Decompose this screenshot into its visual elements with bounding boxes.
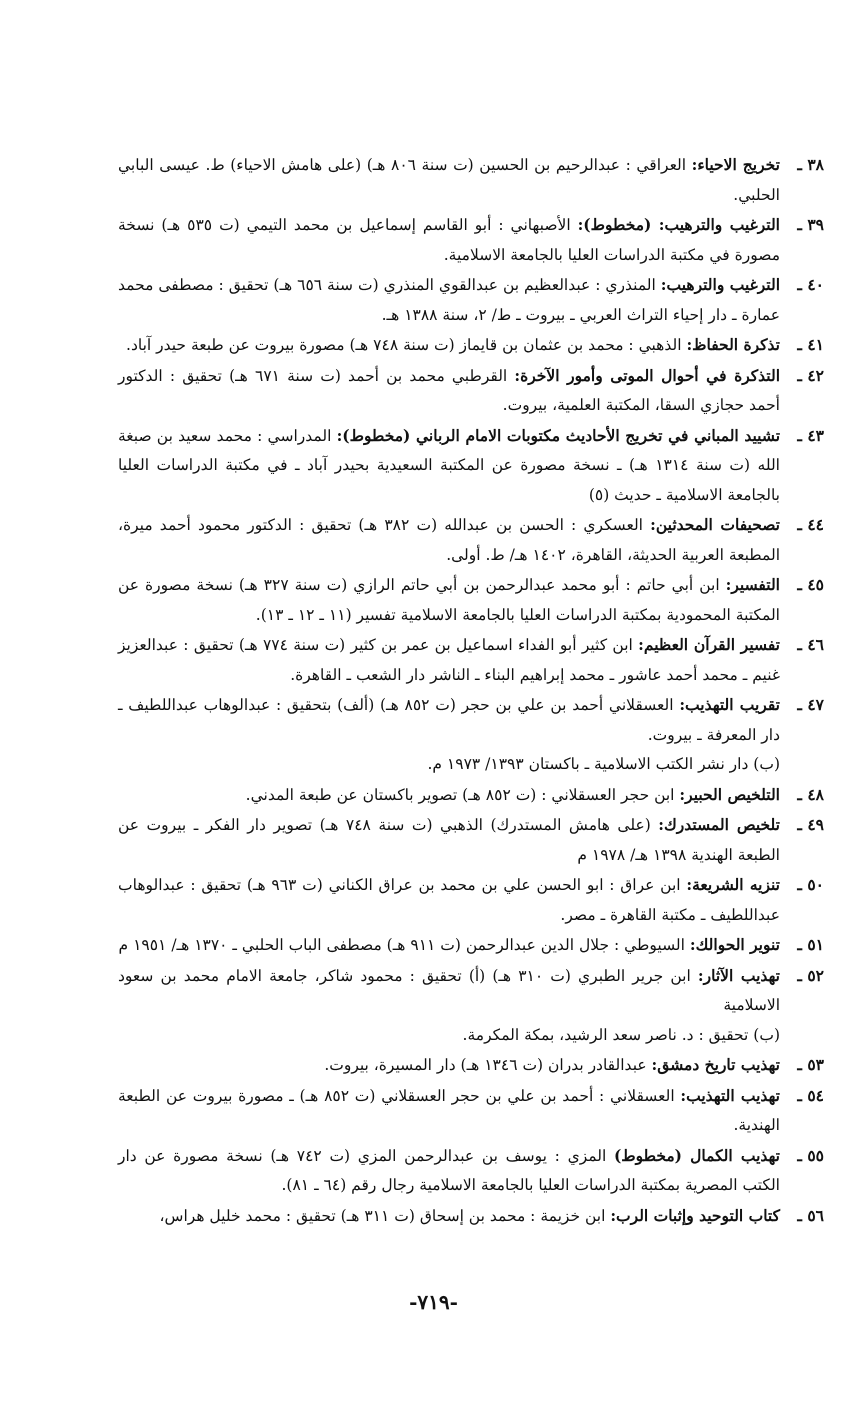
bibliography-entry bbox=[118, 421, 824, 511]
entry-number: ٤٢ ـ bbox=[797, 365, 824, 385]
entry-text: ابن جرير الطبري (ت ٣١٠ هـ) (أ) تحقيق : محمود شاكر، جامعة الامام محمد بن سعود الاسلامية bbox=[118, 966, 780, 1014]
entry-title: تهذيب الآثار: bbox=[697, 965, 780, 985]
entry-number: ٥٤ ـ bbox=[797, 1085, 824, 1105]
entry-subitem: (ب) تحقيق : د. ناصر سعد الرشيد، بمكة المكرمة. bbox=[462, 1025, 780, 1044]
entry-body bbox=[118, 810, 780, 870]
entry-number: ٤٦ ـ bbox=[797, 635, 824, 654]
entry-body bbox=[118, 1081, 780, 1141]
entry-number: ٤٩ ـ bbox=[797, 815, 824, 834]
entry-title: تنزيه الشريعة: bbox=[686, 875, 780, 894]
bibliography-entry bbox=[118, 570, 824, 630]
entry-text: القرطبي محمد بن أحمد (ت سنة ٦٧١ هـ) تحقيق : الدكتور أحمد حجازي السقا، المكتبة العلمية، بيروت. bbox=[118, 366, 780, 414]
bibliography-entry bbox=[118, 780, 824, 811]
bibliography-entry bbox=[118, 630, 824, 690]
bibliography-entry bbox=[118, 510, 824, 570]
entry-text: العسكري : الحسن بن عبدالله (ت ٣٨٢ هـ) تحقيق : الدكتور محمود أحمد ميرة، المطبعة العربية الحديثة، القاهرة، ١٤٠٢ هـ/ ط. أولى. bbox=[118, 516, 780, 564]
entry-text: الأصبهاني : أبو القاسم إسماعيل بن محمد التيمي (ت ٥٣٥ هـ) نسخة مصورة في مكتبة الدراسات العليا بالجامعة الاسلامية. bbox=[118, 216, 780, 264]
entry-text: (على هامش المستدرك) الذهبي (ت سنة ٧٤٨ هـ) تصوير دار الفكر ـ بيروت عن الطبعة الهندية ١٣٩٨ هـ/ ١٩٧٨ م bbox=[118, 816, 780, 864]
entry-subitem: (ب) دار نشر الكتب الاسلامية ـ باكستان ١٣٩٣/ ١٩٧٣ م. bbox=[427, 755, 780, 773]
bibliography-entry bbox=[118, 1141, 824, 1201]
entry-number: ٥٣ ـ bbox=[797, 1055, 824, 1074]
entry-body bbox=[118, 361, 780, 421]
entry-number: ٤٤ ـ bbox=[797, 515, 824, 534]
bibliography-entry bbox=[118, 930, 824, 961]
entry-text: المدراسي : محمد سعيد بن صبغة الله (ت سنة ١٣١٤ هـ) ـ نسخة مصورة عن المكتبة السعيدية بحيدر آباد ـ في مكتبة الدراسات العليا بالجامعة الاسلامية ـ حديث (٥) bbox=[118, 426, 780, 504]
entry-title: الترغيب والترهيب: (مخطوط): bbox=[577, 215, 780, 234]
entry-text: السيوطي : جلال الدين عبدالرحمن (ت ٩١١ هـ) مصطفى الباب الحلبي ـ ١٣٧٠ هـ/ ١٩٥١ م bbox=[118, 936, 690, 954]
entry-number: ٥٥ ـ bbox=[797, 1145, 824, 1165]
page-number: -٧١٩- bbox=[409, 1290, 458, 1314]
entry-body bbox=[118, 961, 780, 1051]
entry-text: عبدالقادر بدران (ت ١٣٤٦ هـ) دار المسيرة، بيروت. bbox=[324, 1056, 652, 1074]
entry-number: ٤٧ ـ bbox=[797, 695, 824, 714]
entry-body bbox=[118, 421, 780, 511]
bibliography-entry bbox=[118, 150, 824, 210]
entry-text: ابن أبي حاتم : أبو محمد عبدالرحمن بن أبي حاتم الرازي (ت سنة ٣٢٧ هـ) نسخة مصورة عن المكتبة المحمودية بمكتبة الدراسات العليا بالجامعة الاسلامية تفسير (١١ ـ ١٢ ـ ١٣). bbox=[118, 576, 780, 624]
bibliography-entry bbox=[118, 361, 824, 421]
entry-title: تذكرة الحفاظ: bbox=[686, 335, 780, 354]
entry-body bbox=[118, 780, 780, 811]
bibliography-entry bbox=[118, 1081, 824, 1141]
entry-body bbox=[118, 690, 780, 780]
entry-number: ٤٥ ـ bbox=[797, 575, 824, 594]
bibliography-entry bbox=[118, 870, 824, 930]
entry-number: ٤٣ ـ bbox=[797, 425, 824, 445]
bibliography-list bbox=[118, 150, 824, 1231]
entry-title: تهذيب الكمال (مخطوط) bbox=[613, 1145, 780, 1165]
entry-body bbox=[118, 510, 780, 570]
entry-title: تخريج الاحياء: bbox=[691, 155, 780, 174]
bibliography-entry bbox=[118, 1050, 824, 1081]
entry-body bbox=[118, 210, 780, 270]
entry-body bbox=[118, 570, 780, 630]
entry-number: ٣٩ ـ bbox=[797, 215, 824, 234]
entry-body bbox=[118, 150, 780, 210]
entry-text: المنذري : عبدالعظيم بن عبدالقوي المنذري (ت سنة ٦٥٦ هـ) تحقيق : مصطفى محمد عمارة ـ دار إحياء التراث العربي ـ بيروت ـ ط/ ٢، سنة ١٣٨٨ هـ. bbox=[118, 276, 780, 324]
entry-title: التفسير: bbox=[725, 575, 780, 594]
entry-text: العسقلاني : أحمد بن علي بن حجر العسقلاني (ت ٨٥٢ هـ) ـ مصورة بيروت عن الطبعة الهندية. bbox=[118, 1086, 780, 1134]
entry-body bbox=[118, 930, 780, 961]
entry-text: ابن عراق : ابو الحسن علي بن محمد بن عراق الكناني (ت ٩٦٣ هـ) تحقيق : عبدالوهاب عبداللطيف ـ مكتبة القاهرة ـ مصر. bbox=[118, 876, 780, 924]
bibliography-entry bbox=[118, 690, 824, 780]
entry-title: تشييد المباني في تخريج الأحاديث مكتوبات الامام الرباني (مخطوط): bbox=[336, 425, 781, 445]
entry-text: ابن خزيمة : محمد بن إسحاق (ت ٣١١ هـ) تحقيق : محمد خليل هراس، bbox=[159, 1206, 611, 1225]
entry-title: تنوير الحوالك: bbox=[689, 935, 780, 954]
entry-title: تهذيب التهذيب: bbox=[680, 1085, 780, 1105]
entry-body bbox=[118, 1141, 780, 1201]
entry-title: تقريب التهذيب: bbox=[679, 695, 780, 714]
bibliography-entry bbox=[118, 210, 824, 270]
bibliography-entry bbox=[118, 961, 824, 1051]
entry-text: ابن كثير أبو الفداء اسماعيل بن عمر بن كثير (ت سنة ٧٧٤ هـ) تحقيق : عبدالعزيز غنيم ـ محمد أحمد عاشور ـ محمد إبراهيم البناء ـ الناشر دار الشعب ـ القاهرة. bbox=[118, 636, 780, 684]
entry-title: كتاب التوحيد وإثبات الرب: bbox=[610, 1205, 780, 1225]
entry-text: العسقلاني أحمد بن علي بن حجر (ت ٨٥٢ هـ) (ألف) بتحقيق : عبدالوهاب عبداللطيف ـ دار المعرفة ـ بيروت. bbox=[118, 696, 780, 744]
entry-body bbox=[118, 270, 780, 330]
entry-number: ٣٨ ـ bbox=[797, 155, 824, 174]
bibliography-entry bbox=[118, 330, 824, 361]
entry-number: ٥٠ ـ bbox=[797, 875, 824, 894]
entry-number: ٤٠ ـ bbox=[797, 275, 824, 294]
entry-body bbox=[118, 630, 780, 690]
entry-title: التلخيص الحبير: bbox=[679, 784, 780, 804]
bibliography-entry bbox=[118, 810, 824, 870]
entry-body bbox=[118, 1201, 780, 1232]
bibliography-entry bbox=[118, 1201, 824, 1232]
entry-number: ٥١ ـ bbox=[797, 935, 824, 954]
entry-title: الترغيب والترهيب: bbox=[660, 275, 780, 294]
entry-number: ٤٨ ـ bbox=[797, 784, 824, 804]
entry-text: المزي : يوسف بن عبدالرحمن المزي (ت ٧٤٢ هـ) نسخة مصورة عن دار الكتب المصرية بمكتبة الدراسات العليا بالجامعة الاسلامية رجال رقم (٦٤ ـ ٨١). bbox=[118, 1146, 780, 1194]
entry-title: تلخيص المستدرك: bbox=[658, 815, 780, 834]
bibliography-entry bbox=[118, 270, 824, 330]
entry-text: الذهبي : محمد بن عثمان بن قايماز (ت سنة ٧٤٨ هـ) مصورة بيروت عن طبعة حيدر آباد. bbox=[126, 336, 687, 354]
entry-number: ٥٢ ـ bbox=[797, 965, 824, 985]
entry-body bbox=[118, 330, 780, 361]
entry-text: العراقي : عبدالرحيم بن الحسين (ت سنة ٨٠٦ هـ) (على هامش الاحياء) ط. عيسى البابي الحلبي. bbox=[118, 156, 780, 204]
entry-body bbox=[118, 870, 780, 930]
entry-text: ابن حجر العسقلاني : (ت ٨٥٢ هـ) تصوير باكستان عن طبعة المدني. bbox=[245, 785, 680, 804]
entry-number: ٥٦ ـ bbox=[797, 1205, 824, 1225]
entry-body bbox=[118, 1050, 780, 1081]
entry-number: ٤١ ـ bbox=[797, 335, 824, 354]
entry-title: التذكرة في أحوال الموتى وأمور الآخرة: bbox=[514, 365, 781, 385]
entry-title: تفسير القرآن العظيم: bbox=[638, 635, 780, 654]
entry-title: تصحيفات المحدثين: bbox=[650, 515, 780, 534]
entry-title: تهذيب تاريخ دمشق: bbox=[651, 1055, 780, 1074]
